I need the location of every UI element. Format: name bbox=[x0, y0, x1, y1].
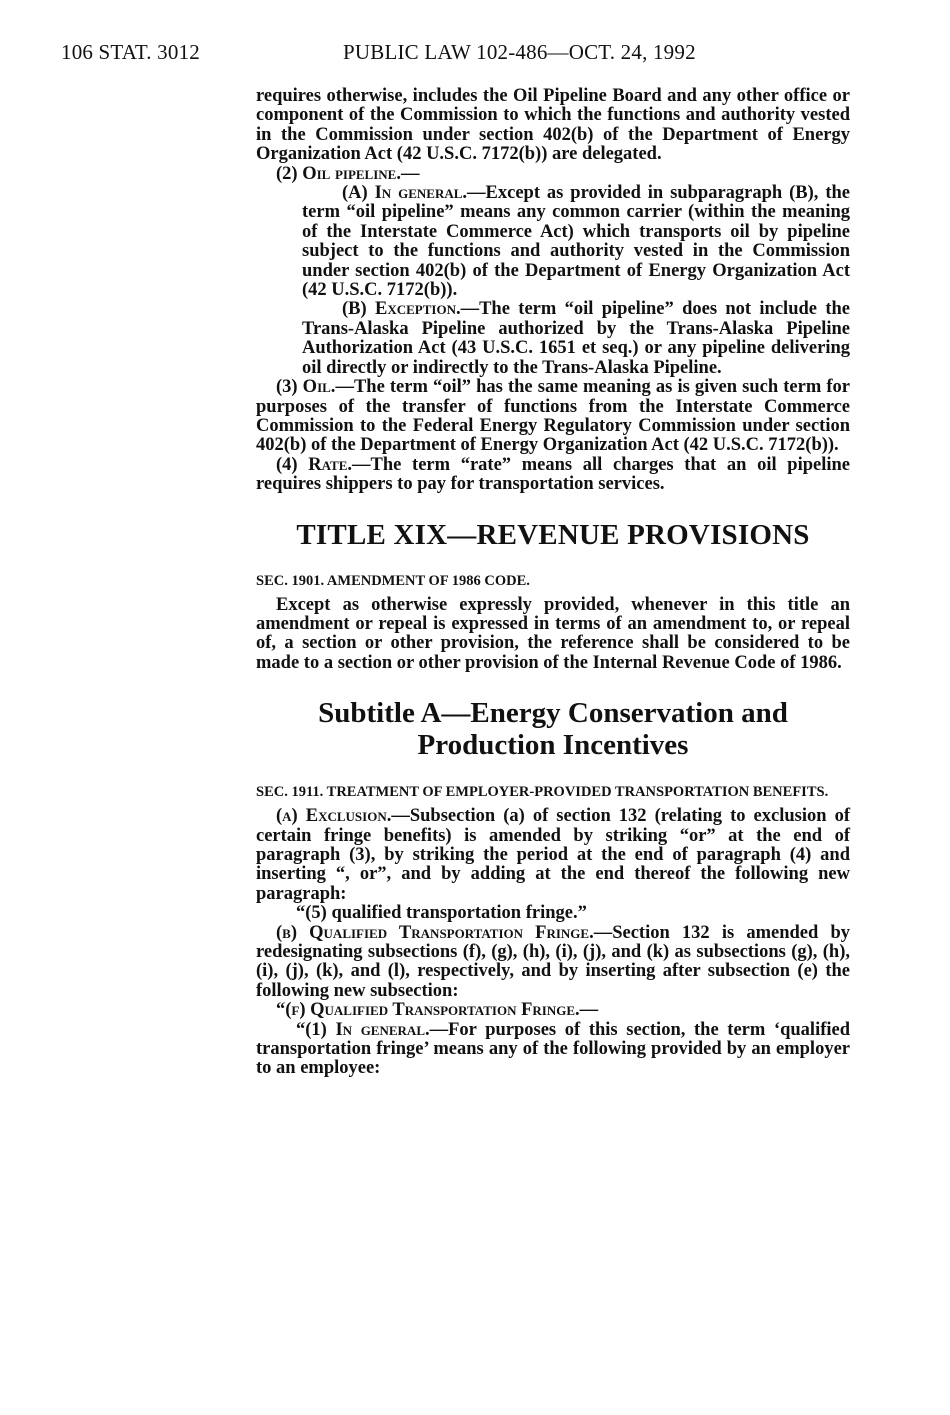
page-stat-citation: 106 STAT. 3012 bbox=[61, 40, 200, 64]
subtitle-line-1: Subtitle A—Energy Conservation and bbox=[318, 697, 788, 730]
inserted-subsection-f bbox=[256, 1001, 850, 1020]
subparagraph-b bbox=[256, 300, 850, 378]
subsection-b bbox=[256, 924, 850, 1002]
subparagraph-text: —The term “oil pipeline” does not include the Trans-Alaska Pipeline authorized by the Trans-Alaska Pipeline Authorization Act (43 U.S.C. 1651 et seq.) or any pipeline delivering oil directly or indirectly to the Trans-Alaska Pipeline. bbox=[302, 299, 850, 378]
definition-label: (2) Oil pipeline.— bbox=[276, 163, 420, 184]
subsection-label: (b) Qualified Transportation Fringe. bbox=[276, 922, 594, 943]
definition-text: —The term “oil” has the same meaning as is given such term for purposes of the transfer of functions from the Interstate Commerce Commission to the Federal Energy Regulatory Commission under section 402(b) of the Department of Energy Organization Act (42 U.S.C. 7172(b)). bbox=[256, 377, 850, 456]
subsection-text: —Subsection (a) of section 132 (relating to exclusion of certain fringe benefits) is amended by striking “or” at the end of paragraph (3), by striking the period at the end of paragraph (4) and inserting “, or”, and by adding at the end thereof the following new paragraph: bbox=[256, 806, 850, 904]
definition-rate bbox=[256, 456, 850, 495]
definition-label: (4) Rate. bbox=[276, 454, 353, 475]
paragraph-text: —For purposes of this section, the term ‘qualified transportation fringe’ means any of the following provided by an employer to an employee: bbox=[256, 1019, 851, 1079]
subtitle-heading bbox=[256, 697, 850, 761]
page-running-header: PUBLIC LAW 102-486—OCT. 24, 1992 bbox=[343, 40, 696, 64]
definition-oil bbox=[256, 378, 850, 456]
definition-label: (3) Oil. bbox=[276, 377, 336, 398]
section-1901-text: Except as otherwise expressly provided, whenever in this title an amendment or repeal is expressed in terms of an amendment to, or repeal of, a section or other provision, the reference shall be considered to be made to a section or other provision of the Internal Revenue Code of 1986. bbox=[256, 594, 850, 673]
inserted-paragraph: “(5) qualified transportation fringe.” bbox=[296, 903, 587, 924]
subsection-label: (a) Exclusion. bbox=[276, 806, 392, 827]
definition-continuation: requires otherwise, includes the Oil Pipeline Board and any other office or component of the Commission to which the functions and authority vested in the Commission under section 402(b) of the Department of Energy Organization Act (42 U.S.C. 7172(b)) are delegated. bbox=[256, 86, 850, 165]
subtitle-line-2: Production Incentives bbox=[417, 729, 689, 762]
section-1911-heading: SEC. 1911. TREATMENT OF EMPLOYER-PROVIDED TRANSPORTATION BENEFITS. bbox=[256, 784, 829, 801]
inserted-paragraph-1 bbox=[256, 1021, 850, 1079]
subsection-text: —Section 132 is amended by redesignating subsections (f), (g), (h), (i), (j), and (k) as subsections (g), (h), (i), (j), (k), and (l), respectively, and by inserting after subsection (e) the following new subsection: bbox=[256, 922, 850, 1001]
definition-text: —The term “rate” means all charges that an oil pipeline requires shippers to pay for transportation services. bbox=[256, 454, 850, 495]
page-body bbox=[256, 87, 850, 1079]
subsection-label: “(f) Qualified Transportation Fringe.— bbox=[276, 1000, 599, 1021]
subparagraph-label: (B) Exception. bbox=[342, 299, 461, 320]
subparagraph-text: —Except as provided in subparagraph (B), the term “oil pipeline” means any common carrier (within the meaning of the Interstate Commerce Act) which transports oil by pipeline subject to the functions and authority vested in the Commission under section 402(b) of the Department of Energy Organization Act (42 U.S.C. 7172(b)). bbox=[302, 183, 850, 301]
subparagraph-label: (A) In general. bbox=[342, 183, 468, 204]
title-heading: TITLE XIX—REVENUE PROVISIONS bbox=[296, 518, 810, 551]
section-1901-heading: SEC. 1901. AMENDMENT OF 1986 CODE. bbox=[256, 572, 530, 589]
definition-oil-pipeline bbox=[256, 165, 850, 184]
subsection-a bbox=[256, 807, 850, 904]
paragraph-label: “(1) In general. bbox=[296, 1019, 430, 1040]
subparagraph-a bbox=[256, 184, 850, 300]
